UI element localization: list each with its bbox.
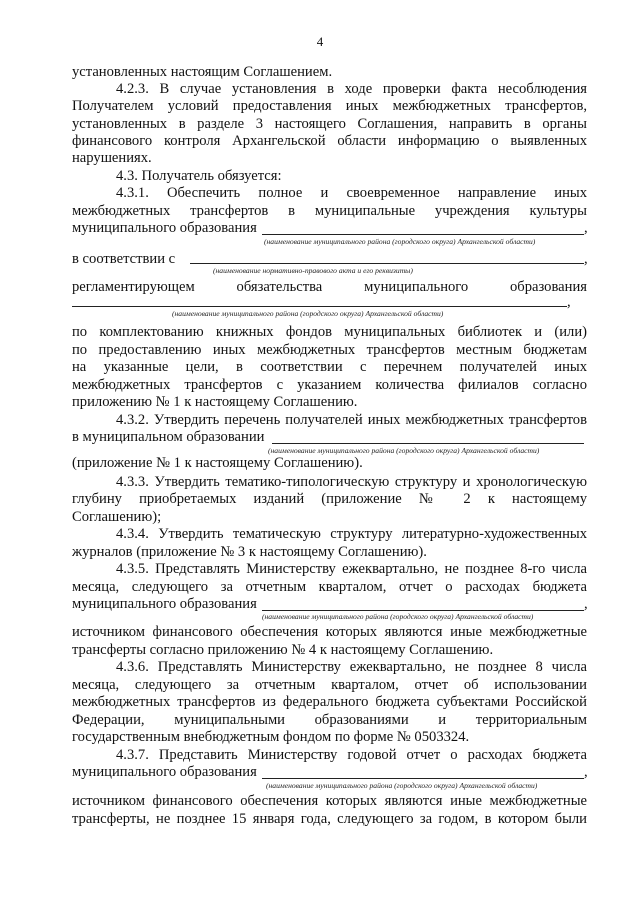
field-caption: (наименование муниципального района (городского округа) Архангельской области) — [268, 446, 540, 455]
fill-in-line — [272, 443, 584, 444]
field-caption: (наименование муниципального района (городского округа) Архангельской области) — [262, 612, 534, 621]
text-line: Получателем условий предоставления иных межбюджетных трансфертов, — [72, 98, 587, 114]
field-caption: (наименование муниципального района (городского округа) Архангельской области) — [172, 309, 444, 318]
fill-in-line — [262, 778, 584, 779]
text-line: межбюджетных трансфертов с указанием количества филиалов согласно — [72, 377, 587, 393]
comma: , — [584, 251, 588, 267]
page-number: 4 — [316, 34, 324, 49]
comma: , — [584, 220, 588, 236]
clause-4-3-2: 4.3.2. Утвердить перечень получателей иных межбюджетных трансфертов — [116, 412, 587, 428]
clause-4-3-6: 4.3.6. Представлять Министерству ежеквартально, не позднее 8 числа — [116, 659, 587, 675]
text-line: установленных настоящим Соглашением. — [72, 64, 333, 80]
clause-4-3-1: 4.3.1. Обеспечить полное и своевременное направление иных — [116, 185, 587, 201]
text-line: (приложение № 1 к настоящему Соглашению). — [72, 455, 363, 471]
field-caption: (наименование муниципального района (городского округа) Архангельской области) — [264, 237, 536, 246]
clause-4-3-7: 4.3.7. Представить Министерству годовой отчет о расходах бюджета — [116, 747, 587, 763]
text-line: трансферты, не позднее 15 января года, следующего за годом, в котором были — [72, 811, 587, 827]
text-line: регламентирующем обязательства муниципального образования — [72, 279, 587, 295]
text-line: финансового контроля Архангельской области информацию о выявленных — [72, 133, 587, 149]
text-line: муниципального образования — [72, 764, 257, 780]
clause-4-3-4: 4.3.4. Утвердить тематическую структуру литературно-художественных — [116, 526, 587, 542]
text-line: муниципального образования — [72, 596, 257, 612]
text-line: трансферты согласно приложению № 4 к настоящему Соглашению. — [72, 642, 494, 658]
text-line: источником финансового обеспечения которых являются иные межбюджетные — [72, 793, 587, 809]
text-line: на указанные цели, в соответствии с перечнем получателей иных — [72, 359, 587, 375]
text-line: нарушениях. — [72, 150, 152, 166]
comma: , — [567, 294, 571, 310]
clause-4-3: 4.3. Получатель обязуется: — [116, 168, 282, 184]
field-caption: (наименование нормативно-правового акта и его реквизиты) — [213, 266, 413, 275]
text-line: месяца, следующего за отчетным кварталом, отчет об использовании — [72, 677, 587, 693]
fill-in-line — [262, 234, 584, 235]
text-line: приложению № 1 к настоящему Соглашению. — [72, 394, 358, 410]
clause-4-3-3: 4.3.3. Утвердить тематико-типологическую структуру и хронологическую — [116, 474, 587, 490]
text-line: месяца, следующего за отчетным кварталом, отчет о расходах бюджета — [72, 579, 587, 595]
fill-in-line — [72, 306, 567, 307]
comma: , — [584, 764, 588, 780]
clause-4-2-3: 4.2.3. В случае установления в ходе проверки факта несоблюдения — [116, 81, 587, 97]
field-caption: (наименование муниципального района (городского округа) Архангельской области) — [266, 781, 538, 790]
clause-4-3-5: 4.3.5. Представлять Министерству ежеквартально, не позднее 8-го числа — [116, 561, 587, 577]
text-line: по комплектованию книжных фондов муниципальных библиотек и (или) — [72, 324, 587, 340]
text-line: межбюджетных трансфертов в муниципальные учреждения культуры — [72, 203, 587, 219]
text-line: в муниципальном образовании — [72, 429, 265, 445]
text-line: в соответствии с — [72, 251, 176, 267]
text-line: установленных в разделе 3 настоящего Соглашения, направить в органы — [72, 116, 587, 132]
text-line: государственным внебюджетным фондом по форме № 0503324. — [72, 729, 470, 745]
text-line: муниципального образования — [72, 220, 257, 236]
text-line: Соглашению); — [72, 509, 162, 525]
comma: , — [584, 596, 588, 612]
text-line: по предоставлению иных межбюджетных трансфертов местным бюджетам — [72, 342, 587, 358]
text-line: источником финансового обеспечения которых являются иные межбюджетные — [72, 624, 587, 640]
text-line: глубину приобретаемых изданий (приложение № 2 к настоящему — [72, 491, 587, 507]
fill-in-line — [262, 610, 584, 611]
text-line: журналов (приложение № 3 к настоящему Соглашению). — [72, 544, 427, 560]
text-line: межбюджетных трансфертов из федерального бюджета субъектами Российской — [72, 694, 587, 710]
text-line: Федерации, муниципальными образованиями и территориальным — [72, 712, 587, 728]
fill-in-line — [190, 263, 584, 264]
